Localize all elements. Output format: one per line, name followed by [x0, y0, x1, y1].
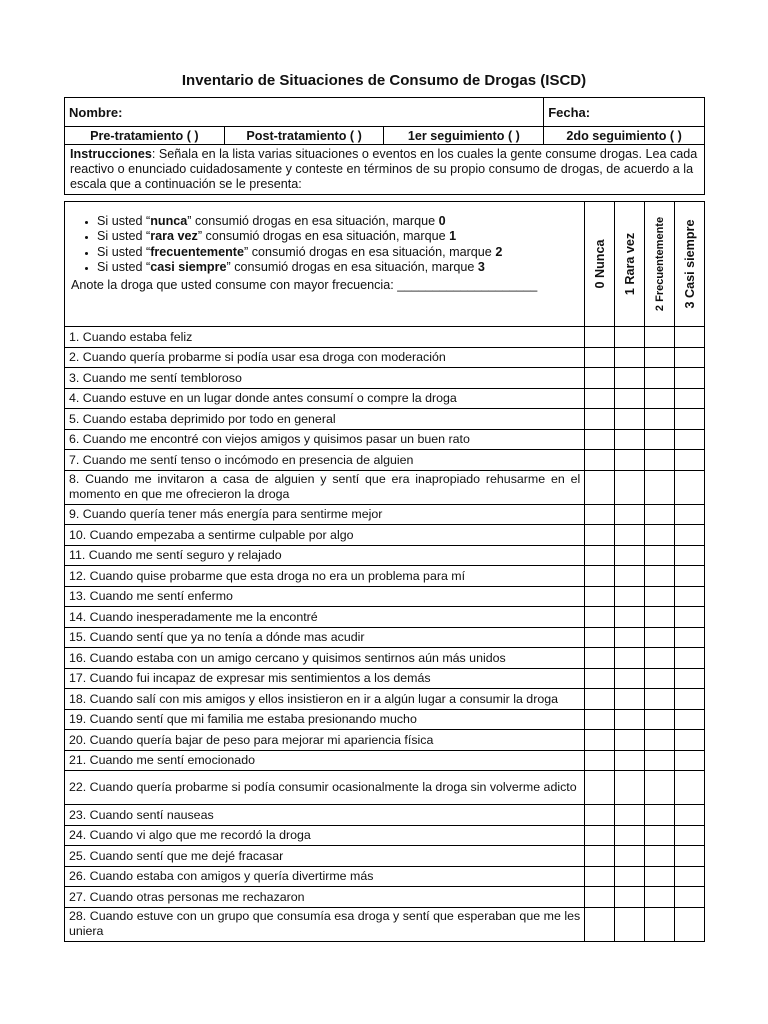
answer-cell[interactable]: [675, 750, 705, 771]
answer-cell[interactable]: [585, 327, 615, 348]
answer-cell[interactable]: [675, 566, 705, 587]
item-row: [65, 805, 705, 826]
answer-cell[interactable]: [645, 627, 675, 648]
item-row: [65, 846, 705, 867]
item-text: 1. Cuando estaba feliz: [65, 327, 585, 348]
item-text: 10. Cuando empezaba a sentirme culpable por algo: [65, 525, 585, 546]
item-row: [65, 607, 705, 628]
item-text: 23. Cuando sentí nauseas: [65, 805, 585, 826]
item-text: 21. Cuando me sentí emocionado: [65, 750, 585, 771]
answer-cell[interactable]: [645, 825, 675, 846]
item-row: [65, 429, 705, 450]
answer-cell[interactable]: [675, 409, 705, 430]
answer-cell[interactable]: [675, 470, 705, 504]
item-text: 2. Cuando quería probarme si podía usar esa droga con moderación: [65, 347, 585, 368]
answer-cell[interactable]: [675, 866, 705, 887]
answer-cell[interactable]: [645, 409, 675, 430]
item-text: 8. Cuando me invitaron a casa de alguien y sentí que era inapropiado rehusarme en el momento en que me ofrecieron la droga: [65, 470, 585, 504]
fecha-label: Fecha:: [548, 104, 591, 120]
item-text: 9. Cuando quería tener más energía para sentirme mejor: [65, 504, 585, 525]
answer-cell[interactable]: [615, 586, 645, 607]
phase-post-tratamiento[interactable]: Post-tratamiento ( ): [224, 127, 384, 145]
item-text: 14. Cuando inesperadamente me la encontré: [65, 607, 585, 628]
answer-cell[interactable]: [585, 730, 615, 751]
answer-cell[interactable]: [615, 805, 645, 826]
answer-cell[interactable]: [675, 504, 705, 525]
answer-cell[interactable]: [645, 771, 675, 805]
answer-cell[interactable]: [645, 805, 675, 826]
answer-cell[interactable]: [615, 545, 645, 566]
answer-cell[interactable]: [615, 368, 645, 389]
item-row: [65, 545, 705, 566]
item-text: 27. Cuando otras personas me rechazaron: [65, 887, 585, 908]
answer-cell[interactable]: [645, 730, 675, 751]
scale-item: • Si usted “rara vez” consumió drogas en esa situación, marque 1: [97, 229, 578, 244]
answer-cell[interactable]: [645, 388, 675, 409]
answer-cell[interactable]: [615, 887, 645, 908]
form-title: Inventario de Situaciones de Consumo de Drogas (ISCD): [181, 72, 587, 89]
item-text: 15. Cuando sentí que ya no tenía a dónde mas acudir: [65, 627, 585, 648]
phase-2do-seguimiento[interactable]: 2do seguimiento ( ): [544, 127, 705, 145]
answer-cell[interactable]: [675, 525, 705, 546]
answer-cell[interactable]: [645, 450, 675, 471]
answer-cell[interactable]: [675, 388, 705, 409]
answer-cell[interactable]: [645, 470, 675, 504]
answer-cell[interactable]: [585, 887, 615, 908]
item-text: 26. Cuando estaba con amigos y quería divertirme más: [65, 866, 585, 887]
answer-cell[interactable]: [615, 730, 645, 751]
answer-cell[interactable]: [615, 566, 645, 587]
answer-cell[interactable]: [585, 689, 615, 710]
answer-cell[interactable]: [645, 327, 675, 348]
answer-cell[interactable]: [585, 750, 615, 771]
item-row: [65, 648, 705, 669]
item-text: 20. Cuando quería bajar de peso para mejorar mi apariencia física: [65, 730, 585, 751]
nombre-label: Nombre:: [69, 104, 123, 120]
answer-cell[interactable]: [615, 846, 645, 867]
item-text: 24. Cuando vi algo que me recordó la droga: [65, 825, 585, 846]
answer-cell[interactable]: [645, 668, 675, 689]
item-row: [65, 730, 705, 751]
answer-cell[interactable]: [615, 689, 645, 710]
answer-cell[interactable]: [645, 607, 675, 628]
answer-cell[interactable]: [585, 907, 615, 941]
answer-cell[interactable]: [585, 709, 615, 730]
item-row: [65, 689, 705, 710]
answer-cell[interactable]: [615, 709, 645, 730]
answer-cell[interactable]: [585, 586, 615, 607]
answer-cell[interactable]: [675, 545, 705, 566]
answer-cell[interactable]: [645, 429, 675, 450]
answer-cell[interactable]: [645, 866, 675, 887]
answer-cell[interactable]: [645, 648, 675, 669]
answer-cell[interactable]: [585, 429, 615, 450]
items-table: [64, 201, 705, 942]
answer-cell[interactable]: [675, 429, 705, 450]
answer-cell[interactable]: [675, 887, 705, 908]
answer-cell[interactable]: [615, 388, 645, 409]
answer-cell[interactable]: [645, 689, 675, 710]
answer-cell[interactable]: [585, 805, 615, 826]
fecha-field[interactable]: [544, 98, 705, 127]
answer-cell[interactable]: [645, 566, 675, 587]
answer-cell[interactable]: [585, 648, 615, 669]
item-text: 6. Cuando me encontré con viejos amigos y quisimos pasar un buen rato: [65, 429, 585, 450]
answer-cell[interactable]: [675, 689, 705, 710]
answer-cell[interactable]: [675, 771, 705, 805]
answer-cell[interactable]: [585, 866, 615, 887]
item-row: [65, 825, 705, 846]
answer-cell[interactable]: [675, 907, 705, 941]
answer-cell[interactable]: [645, 846, 675, 867]
drug-prompt: Anote la droga que usted consume con mayor frecuencia: ____________________: [71, 277, 538, 292]
answer-cell[interactable]: [645, 750, 675, 771]
item-text: 5. Cuando estaba deprimido por todo en general: [65, 409, 585, 430]
answer-cell[interactable]: [675, 347, 705, 368]
answer-cell[interactable]: [675, 805, 705, 826]
answer-cell[interactable]: [645, 368, 675, 389]
answer-cell[interactable]: [675, 709, 705, 730]
answer-cell[interactable]: [585, 825, 615, 846]
phase-1er-seguimiento[interactable]: 1er seguimiento ( ): [384, 127, 544, 145]
answer-cell[interactable]: [585, 846, 615, 867]
answer-cell[interactable]: [615, 771, 645, 805]
item-text: 19. Cuando sentí que mi familia me estaba presionando mucho: [65, 709, 585, 730]
answer-cell[interactable]: [615, 409, 645, 430]
item-text: 11. Cuando me sentí seguro y relajado: [65, 545, 585, 566]
item-row: [65, 525, 705, 546]
answer-cell[interactable]: [615, 627, 645, 648]
item-text: 3. Cuando me sentí tembloroso: [65, 368, 585, 389]
answer-cell[interactable]: [615, 648, 645, 669]
answer-cell[interactable]: [615, 450, 645, 471]
answer-cell[interactable]: [585, 409, 615, 430]
scale-instructions: [65, 202, 585, 327]
item-row: [65, 586, 705, 607]
answer-cell[interactable]: [645, 347, 675, 368]
instructions-text: : Señala en la lista varias situaciones o eventos en los cuales la gente consume drogas. Lea cada reactivo o enunciado cuidadosamente y conteste en términos de su propio consumo de drogas, de acuerdo a la escala que a continuación se le presenta:: [70, 146, 698, 191]
answer-cell[interactable]: [615, 607, 645, 628]
answer-cell[interactable]: [645, 525, 675, 546]
item-text: 25. Cuando sentí que me dejé fracasar: [65, 846, 585, 867]
column-header-casi-siempre: 3 Casi siempre: [675, 202, 705, 327]
answer-cell[interactable]: [615, 429, 645, 450]
instructions-heading: Instrucciones: [70, 146, 152, 161]
answer-cell[interactable]: [585, 347, 615, 368]
answer-cell[interactable]: [585, 368, 615, 389]
answer-cell[interactable]: [585, 450, 615, 471]
item-row: [65, 504, 705, 525]
answer-cell[interactable]: [615, 750, 645, 771]
answer-cell[interactable]: [675, 668, 705, 689]
instructions: [65, 145, 705, 195]
answer-cell[interactable]: [615, 327, 645, 348]
scale-item: • Si usted “nunca” consumió drogas en esa situación, marque 0: [97, 214, 578, 229]
answer-cell[interactable]: [675, 607, 705, 628]
column-header-frecuentemente: 2 Frecuentemente: [645, 202, 675, 327]
answer-cell[interactable]: [675, 846, 705, 867]
answer-cell[interactable]: [645, 907, 675, 941]
item-text: 4. Cuando estuve en un lugar donde antes consumí o compre la droga: [65, 388, 585, 409]
item-row: [65, 771, 705, 805]
answer-cell[interactable]: [675, 450, 705, 471]
scale-list: [71, 214, 578, 276]
item-row: [65, 388, 705, 409]
answer-cell[interactable]: [675, 730, 705, 751]
answer-cell[interactable]: [585, 545, 615, 566]
answer-cell[interactable]: [585, 627, 615, 648]
answer-cell[interactable]: [615, 347, 645, 368]
answer-cell[interactable]: [675, 627, 705, 648]
answer-cell[interactable]: [615, 866, 645, 887]
item-row: [65, 709, 705, 730]
answer-cell[interactable]: [615, 504, 645, 525]
answer-cell[interactable]: [615, 470, 645, 504]
answer-cell[interactable]: [675, 648, 705, 669]
item-row: [65, 327, 705, 348]
answer-cell[interactable]: [585, 388, 615, 409]
answer-cell[interactable]: [645, 887, 675, 908]
item-row: [65, 866, 705, 887]
answer-cell[interactable]: [645, 586, 675, 607]
item-row: [65, 887, 705, 908]
item-text: 18. Cuando salí con mis amigos y ellos insistieron en ir a algún lugar a consumir la droga: [65, 689, 585, 710]
answer-cell[interactable]: [585, 525, 615, 546]
item-text: 7. Cuando me sentí tenso o incómodo en presencia de alguien: [65, 450, 585, 471]
item-row: [65, 668, 705, 689]
item-text: 28. Cuando estuve con un grupo que consumía esa droga y sentí que esperaban que me les uniera: [65, 907, 585, 941]
item-row: [65, 566, 705, 587]
item-text: 13. Cuando me sentí enfermo: [65, 586, 585, 607]
item-row: [65, 907, 705, 941]
answer-cell[interactable]: [675, 586, 705, 607]
scale-item: • Si usted “frecuentemente” consumió drogas en esa situación, marque 2: [97, 245, 578, 260]
scale-item: • Si usted “casi siempre” consumió drogas en esa situación, marque 3: [97, 260, 578, 275]
answer-cell[interactable]: [585, 470, 615, 504]
header-table: [64, 97, 705, 195]
item-text: 22. Cuando quería probarme si podía consumir ocasionalmente la droga sin volverme adicto: [65, 771, 585, 805]
answer-cell[interactable]: [615, 825, 645, 846]
answer-cell[interactable]: [675, 825, 705, 846]
column-header-rara-vez: 1 Rara vez: [615, 202, 645, 327]
answer-cell[interactable]: [585, 771, 615, 805]
item-row: [65, 450, 705, 471]
answer-cell[interactable]: [585, 668, 615, 689]
item-text: 12. Cuando quise probarme que esta droga no era un problema para mí: [65, 566, 585, 587]
answer-cell[interactable]: [675, 368, 705, 389]
item-row: [65, 409, 705, 430]
answer-cell[interactable]: [585, 607, 615, 628]
answer-cell[interactable]: [615, 668, 645, 689]
item-text: 17. Cuando fui incapaz de expresar mis sentimientos a los demás: [65, 668, 585, 689]
answer-cell[interactable]: [645, 545, 675, 566]
answer-cell[interactable]: [585, 566, 615, 587]
item-text: 16. Cuando estaba con un amigo cercano y quisimos sentirnos aún más unidos: [65, 648, 585, 669]
answer-cell[interactable]: [645, 504, 675, 525]
item-row: [65, 347, 705, 368]
answer-cell[interactable]: [615, 907, 645, 941]
nombre-field[interactable]: [65, 98, 544, 127]
item-row: [65, 627, 705, 648]
item-row: [65, 750, 705, 771]
answer-cell[interactable]: [615, 525, 645, 546]
item-row: [65, 368, 705, 389]
answer-cell[interactable]: [675, 327, 705, 348]
column-header-nunca: 0 Nunca: [585, 202, 615, 327]
item-row: [65, 470, 705, 504]
answer-cell[interactable]: [585, 504, 615, 525]
phase-pre-tratamiento[interactable]: Pre-tratamiento ( ): [65, 127, 225, 145]
answer-cell[interactable]: [645, 709, 675, 730]
